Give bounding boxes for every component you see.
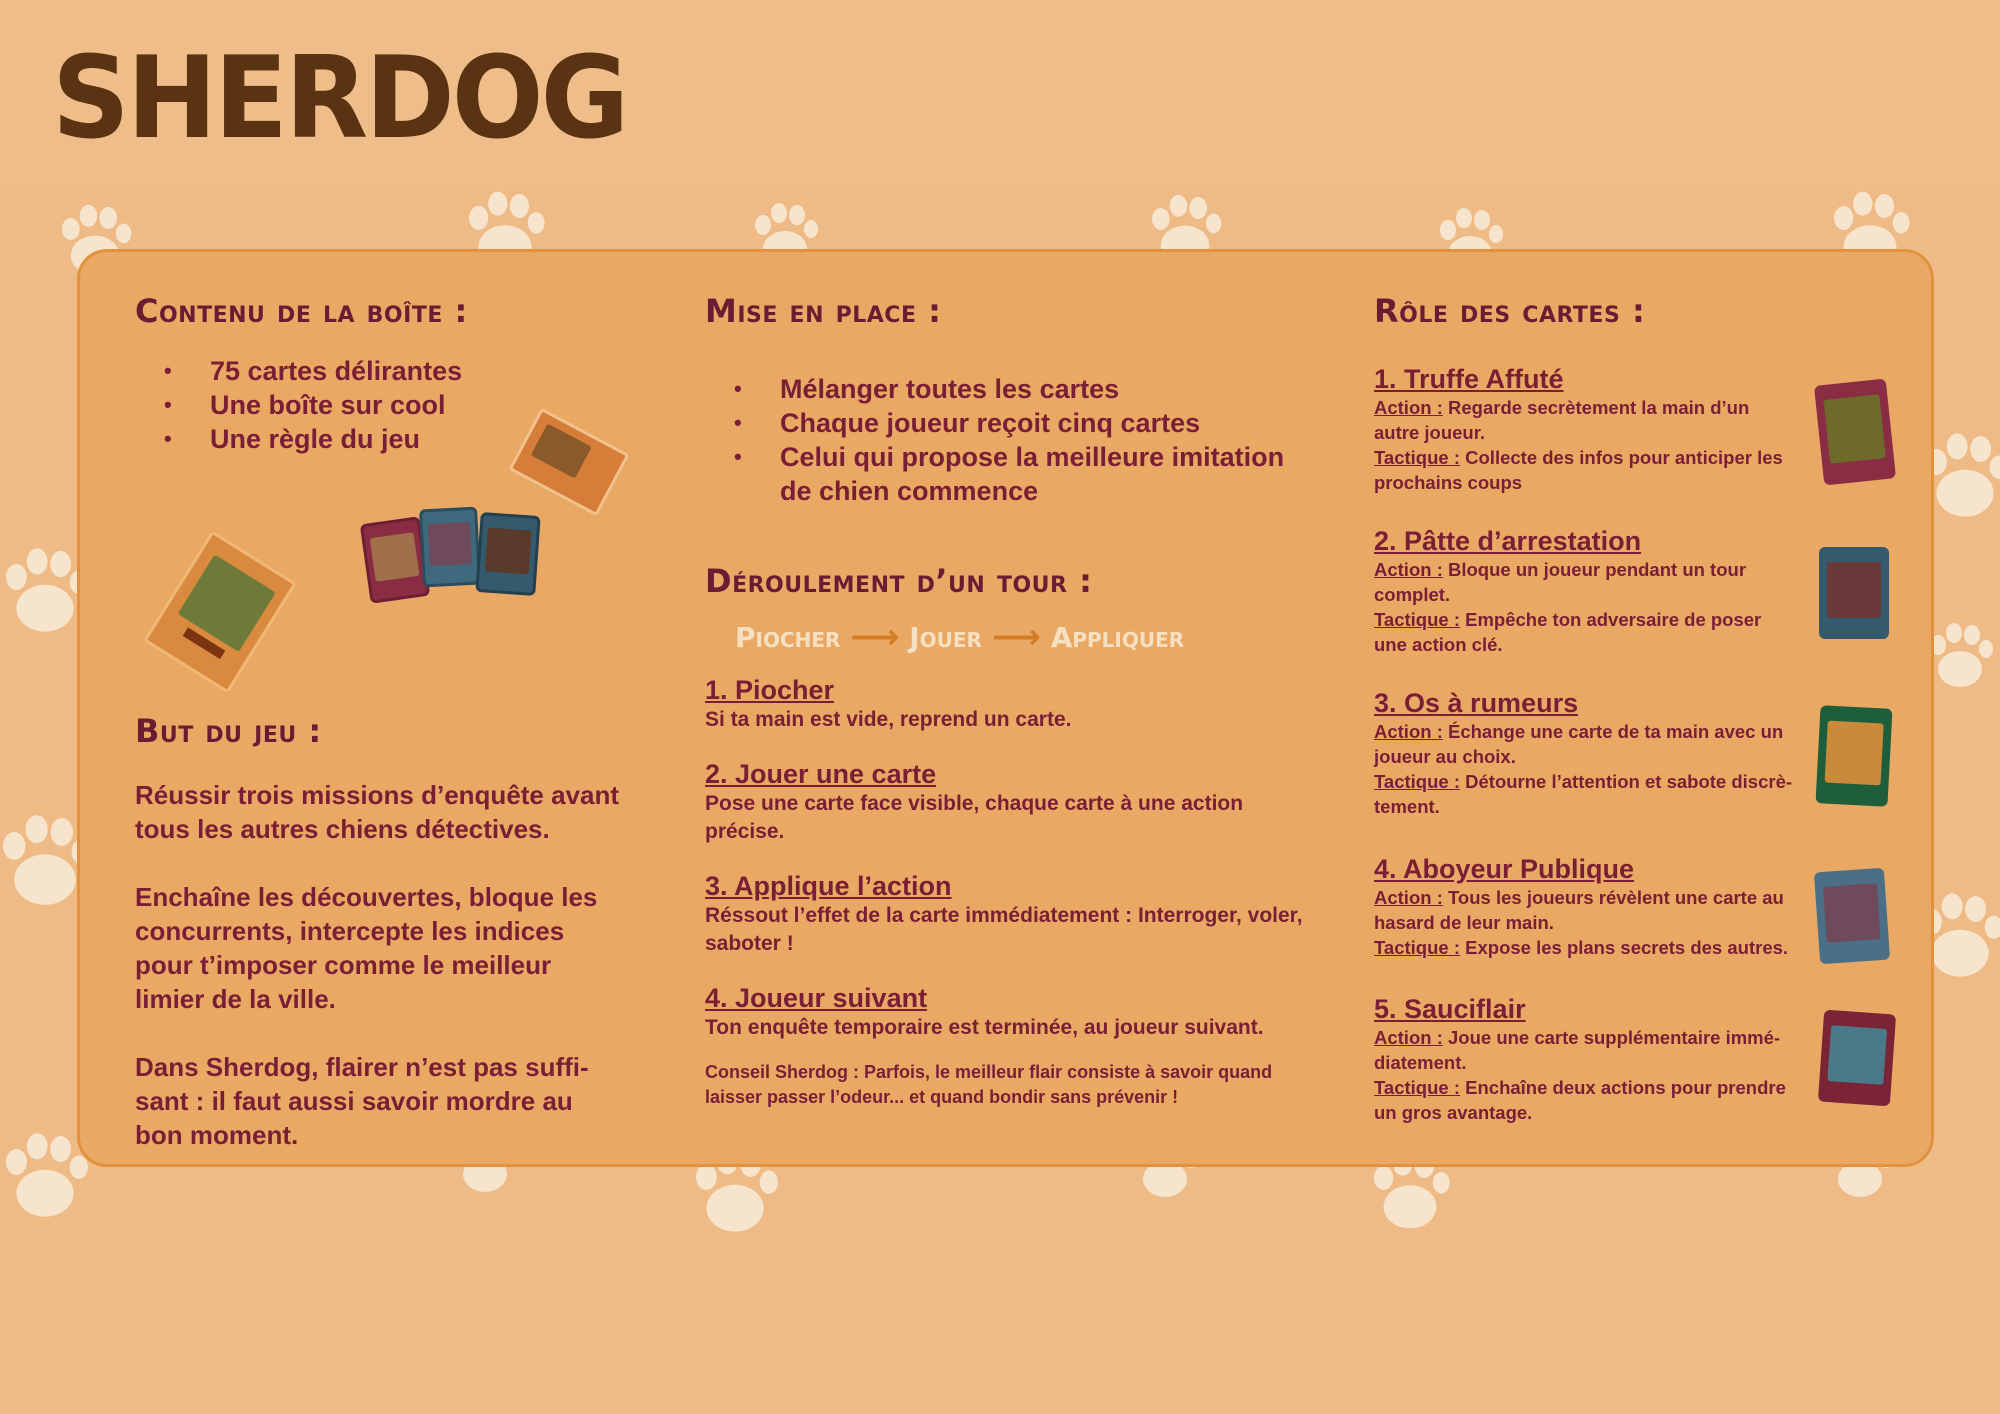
action-label: Action : — [1374, 887, 1443, 908]
turn-steps — [705, 675, 1305, 1110]
turn-step — [705, 871, 1305, 958]
paw-print-icon — [1930, 623, 1993, 687]
list-item: • Une règle du jeu — [210, 422, 655, 456]
step-title: 3. Applique l’action — [705, 871, 952, 901]
box-contents-heading: Contenu de la boîte : — [135, 292, 468, 330]
step-title: 4. Joueur suivant — [705, 983, 928, 1013]
list-item: • Chaque joueur reçoit cinq cartes — [780, 406, 1320, 440]
rules-panel — [77, 249, 1934, 1167]
role-list — [1374, 364, 1794, 1125]
box-illustration — [143, 530, 297, 693]
left-column — [135, 292, 655, 1150]
role-item — [1374, 364, 1794, 526]
role-tactic: Expose les plans secrets des autres. — [1465, 937, 1789, 958]
turn-step — [705, 983, 1305, 1042]
step-title: 2. Jouer une carte — [705, 759, 937, 789]
role-title: 5. Sauciflair — [1374, 994, 1526, 1024]
step-title: 1. Piocher — [705, 675, 835, 705]
sherdog-tip: Conseil Sherdog : Parfois, le meilleur flair consiste à savoir quand laisser passer l’odeur... et quand bondir sans prévenir ! — [705, 1062, 1273, 1107]
role-item — [1374, 688, 1794, 854]
action-label: Action : — [1374, 721, 1443, 742]
arrow-right-icon: ⟶ — [991, 617, 1041, 657]
turn-heading: Déroulement d’un tour : — [705, 562, 1093, 600]
role-action: Tous les joueurs révèlent une carte au hasard de leur main. — [1374, 887, 1784, 933]
arrow-right-icon: ⟶ — [850, 617, 900, 657]
action-label: Action : — [1374, 1027, 1443, 1048]
list-item: • Mélanger toutes les cartes — [780, 372, 1320, 406]
tactic-label: Tactique : — [1374, 937, 1460, 958]
role-tactic: Enchaîne deux actions pour prendre un gros avantage. — [1374, 1077, 1786, 1123]
flow-step: Appliquer — [1050, 620, 1185, 654]
role-tactic: Empêche ton adversaire de poser une action clé. — [1374, 609, 1762, 655]
card-illustration — [1815, 705, 1892, 807]
goal-paragraph: Enchaîne les découvertes, bloque les concurrents, intercepte les indices pour t’imposer comme le meilleur limier de la ville. — [135, 882, 598, 1014]
step-text: Si ta main est vide, reprend un carte. — [705, 708, 1072, 731]
list-item: • Celui qui propose la meilleure imitation de chien commence — [780, 440, 1320, 508]
step-text: Réssout l’effet de la carte immédiatement : Interroger, voler, saboter ! — [705, 904, 1303, 955]
card-illustration — [1818, 1010, 1896, 1107]
paw-print-icon — [6, 1133, 88, 1216]
role-item — [1374, 994, 1794, 1125]
role-action: Regarde secrètement la main d’un autre joueur. — [1374, 397, 1750, 443]
turn-step — [705, 759, 1305, 846]
role-title: 4. Aboyeur Publique — [1374, 854, 1635, 884]
turn-flow — [735, 617, 1184, 657]
list-item: • Une boîte sur cool — [210, 388, 655, 422]
action-label: Action : — [1374, 559, 1443, 580]
card-illustration — [419, 507, 481, 588]
role-action: Échange une carte de ta main avec un joueur au choix. — [1374, 721, 1784, 767]
card-illustration — [475, 512, 540, 596]
step-text: Ton enquête temporaire est terminée, au joueur suivant. — [705, 1016, 1264, 1039]
goal-paragraph: Réussir trois missions d’enquête avant tous les autres chiens détectives. — [135, 780, 620, 844]
role-tactic: Collecte des infos pour anticiper les prochains coups — [1374, 447, 1783, 493]
role-item — [1374, 526, 1794, 688]
role-action: Joue une carte supplémentaire immé-diatement. — [1374, 1027, 1781, 1073]
right-column — [1374, 292, 1854, 1123]
card-illustration — [1819, 547, 1889, 639]
flow-step: Jouer — [909, 620, 982, 654]
tactic-label: Tactique : — [1374, 1077, 1460, 1098]
role-title: 1. Truffe Affuté — [1374, 364, 1564, 394]
tactic-label: Tactique : — [1374, 771, 1460, 792]
flow-step: Piocher — [735, 620, 841, 654]
tactic-label: Tactique : — [1374, 609, 1460, 630]
turn-step — [705, 675, 1305, 734]
action-label: Action : — [1374, 397, 1443, 418]
card-illustration — [1814, 379, 1896, 486]
paw-print-icon — [1926, 433, 2000, 516]
step-text: Pose une carte face visible, chaque carte à une action précise. — [705, 792, 1244, 843]
role-title: 2. Pâtte d’arrestation — [1374, 526, 1642, 556]
setup-list — [780, 372, 1320, 508]
setup-heading: Mise en place : — [705, 292, 942, 330]
role-title: 3. Os à rumeurs — [1374, 688, 1579, 718]
role-item — [1374, 854, 1794, 994]
role-action: Bloque un joueur pendant un tour complet. — [1374, 559, 1747, 605]
paw-print-icon — [6, 548, 88, 631]
list-item: • 75 cartes délirantes — [210, 354, 655, 388]
goal-heading: But du jeu : — [135, 712, 322, 750]
roles-heading: Rôle des cartes : — [1374, 292, 1646, 330]
page-title: SHERDOG — [52, 32, 627, 165]
tactic-label: Tactique : — [1374, 447, 1460, 468]
card-illustration — [1814, 868, 1890, 965]
middle-column — [705, 292, 1365, 1107]
goal-paragraph: Dans Sherdog, flairer n’est pas suffi-sant : il faut aussi savoir mordre au bon moment. — [135, 1052, 589, 1150]
role-tactic: Détourne l’attention et sabote discrè-tement. — [1374, 771, 1793, 817]
